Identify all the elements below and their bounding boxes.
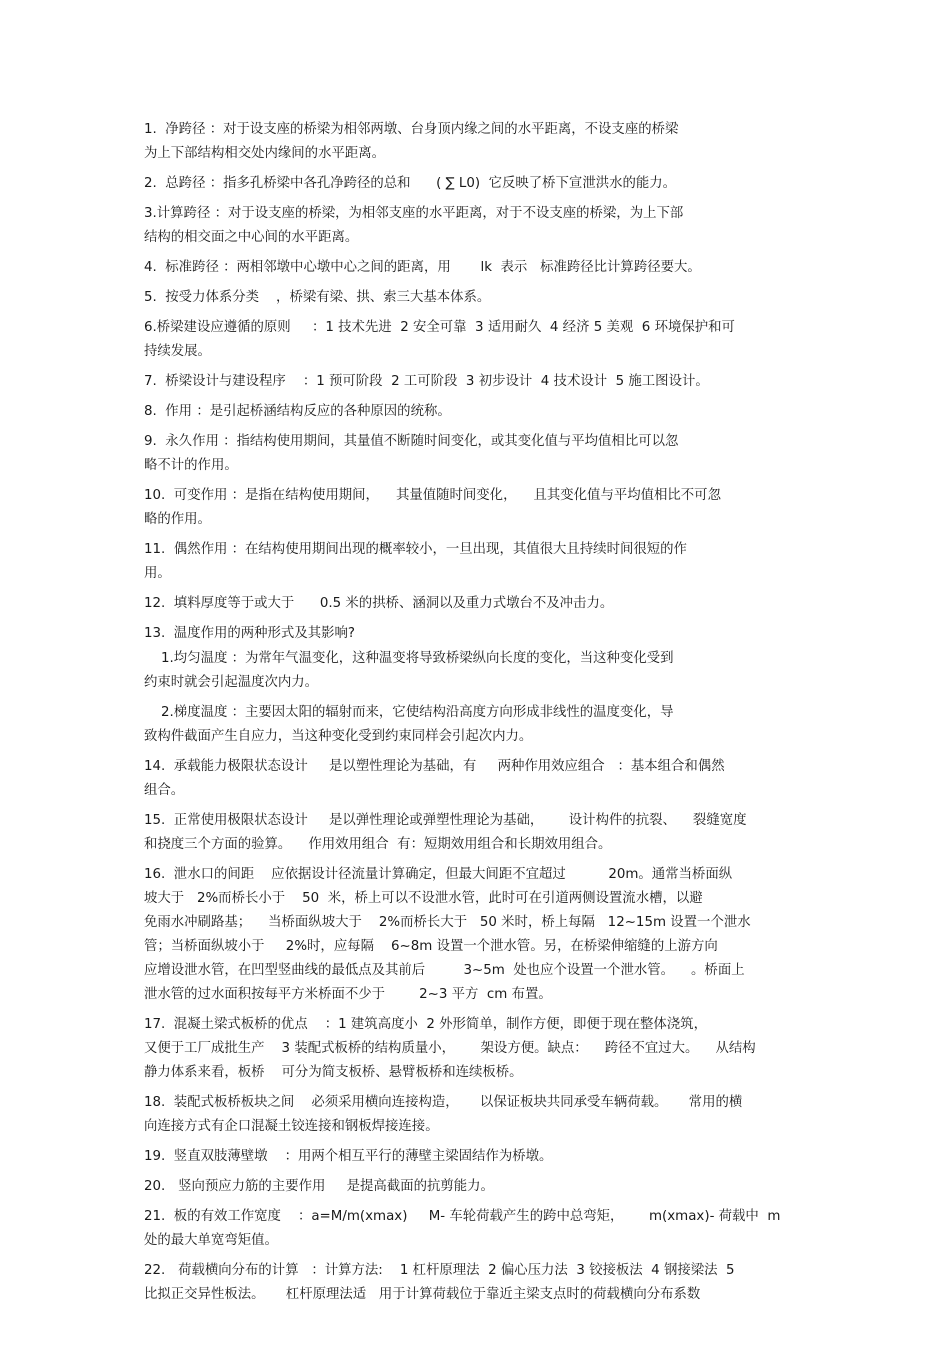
text-line: 10. 可变作用 ：是指在结构使用期间， 其量值随时间变化， 且其变化值与平均值相比不可忽	[144, 488, 721, 503]
text-line: 持续发展。	[144, 344, 211, 359]
text-line: 2. 总跨径 ：指多孔桥梁中各孔净跨径的总和 ( ∑ L0) 它反映了桥下宣泄洪水的能力。	[144, 176, 677, 191]
text-line: 20. 竖向预应力筋的主要作用 是提高截面的抗剪能力。	[144, 1179, 494, 1194]
text-line: 用。	[144, 566, 171, 581]
paragraph-4	[144, 256, 816, 280]
paragraph-15	[144, 701, 816, 749]
text-line: 21. 板的有效工作宽度 ：a=M/m(xmax) M- 车轮荷载产生的跨中总弯矩， m(xmax)- 荷载中 m	[144, 1209, 781, 1224]
text-line: 17. 混凝土梁式板桥的优点 ：1 建筑高度小 2 外形简单，制作方便，即便于现在整体浇筑，	[144, 1017, 707, 1032]
text-line: 1. 净跨径 ：对于设支座的桥梁为相邻两墩、台身顶内缘之间的水平距离，不设支座的桥梁	[144, 122, 679, 137]
text-line: 为上下部结构相交处内缘间的水平距离。	[144, 146, 386, 161]
paragraph-1	[144, 118, 816, 166]
text-line: 13. 温度作用的两种形式及其影响?	[144, 626, 355, 641]
text-line: 静力体系来看，板桥 可分为简支板桥、悬臂板桥和连续板桥。	[144, 1065, 523, 1080]
text-line: 又便于工厂成批生产 3 装配式板桥的结构质量小， 架设方便。缺点： 跨径不宜过大。 从结构	[144, 1041, 756, 1056]
paragraph-12	[144, 592, 816, 616]
paragraph-11	[144, 538, 816, 586]
text-line: 略的作用。	[144, 512, 211, 527]
text-line: 处的最大单宽弯矩值。	[144, 1233, 278, 1248]
text-line: 比拟正交异性板法。 杠杆原理法适 用于计算荷载位于靠近主梁支点时的荷载横向分布系数	[144, 1287, 701, 1302]
document-body	[144, 118, 816, 1313]
paragraph-23	[144, 1205, 816, 1253]
text-line: 组合。	[144, 783, 185, 798]
paragraph-5	[144, 286, 816, 310]
paragraph-19	[144, 1013, 816, 1085]
text-line: 向连接方式有企口混凝土铰连接和钢板焊接连接。	[144, 1119, 439, 1134]
paragraph-2	[144, 172, 816, 196]
text-line: 19. 竖直双肢薄壁墩 ：用两个相互平行的薄壁主梁固结作为桥墩。	[144, 1149, 553, 1164]
paragraph-9	[144, 430, 816, 478]
text-line: 3.计算跨径 ：对于设支座的桥梁，为相邻支座的水平距离，对于不设支座的桥梁，为上下部	[144, 206, 684, 221]
text-line: 7. 桥梁设计与建设程序 ：1 预可阶段 2 工可阶段 3 初步设计 4 技术设计 5 施工图设计。	[144, 374, 709, 389]
text-line: 5. 按受力体系分类 ，桥梁有梁、拱、索三大基本体系。	[144, 290, 491, 305]
paragraph-10	[144, 484, 816, 532]
paragraph-3	[144, 202, 816, 250]
text-line: 约束时就会引起温度次内力。	[144, 675, 319, 690]
paragraph-6	[144, 316, 816, 364]
text-line: 18. 装配式板桥板块之间 必须采用横向连接构造， 以保证板块共同承受车辆荷载。 常用的横	[144, 1095, 743, 1110]
text-line: 应增设泄水管，在凹型竖曲线的最低点及其前后 3~5m 处也应个设置一个泄水管。 。桥面上	[144, 963, 745, 978]
text-line: 11. 偶然作用 ：在结构使用期间出现的概率较小，一旦出现，其值很大且持续时间很短的作	[144, 542, 687, 557]
text-line: 15. 正常使用极限状态设计 是以弹性理论或弹塑性理论为基础， 设计构件的抗裂、 裂缝宽度	[144, 813, 747, 828]
text-line: 略不计的作用。	[144, 458, 238, 473]
paragraph-16	[144, 755, 816, 803]
text-line: 6.桥梁建设应遵循的原则 ：1 技术先进 2 安全可靠 3 适用耐久 4 经济 5 美观 6 环境保护和可	[144, 320, 735, 335]
text-line: 泄水管的过水面积按每平方米桥面不少于 2~3 平方 cm 布置。	[144, 987, 552, 1002]
text-line: 2.梯度温度 ：主要因太阳的辐射而来，它使结构沿高度方向形成非线性的温度变化，导	[144, 705, 674, 720]
paragraph-13	[144, 622, 816, 646]
text-line: 免雨水冲刷路基； 当桥面纵坡大于 2%而桥长大于 50 米时，桥上每隔 12~15m 设置一个泄水	[144, 915, 751, 930]
text-line: 12. 填料厚度等于或大于 0.5 米的拱桥、涵洞以及重力式墩台不及冲击力。	[144, 596, 614, 611]
paragraph-18	[144, 863, 816, 1007]
text-line: 致构件截面产生自应力，当这种变化受到约束同样会引起次内力。	[144, 729, 533, 744]
text-line: 坡大于 2%而桥长小于 50 米，桥上可以不设泄水管，此时可在引道两侧设置流水槽，以避	[144, 891, 703, 906]
text-line: 14. 承载能力极限状态设计 是以塑性理论为基础，有 两种作用效应组合 ：基本组合和偶然	[144, 759, 725, 774]
paragraph-14	[144, 647, 816, 695]
text-line: 1.均匀温度 ：为常年气温变化，这种温变将导致桥梁纵向长度的变化，当这种变化受到	[144, 651, 674, 666]
paragraph-7	[144, 370, 816, 394]
paragraph-22	[144, 1175, 816, 1199]
text-line: 9. 永久作用 ：指结构使用期间，其量值不断随时间变化，或其变化值与平均值相比可以忽	[144, 434, 679, 449]
paragraph-20	[144, 1091, 816, 1139]
text-line: 和挠度三个方面的验算。 作用效用组合 有：短期效用组合和长期效用组合。	[144, 837, 612, 852]
text-line: 16. 泄水口的间距 应依据设计径流量计算确定，但最大间距不宜超过 20m。通常当桥面纵	[144, 867, 733, 882]
text-line: 22. 荷载横向分布的计算 ：计算方法: 1 杠杆原理法 2 偏心压力法 3 铰接板法 4 钢接梁法 5	[144, 1263, 735, 1278]
text-line: 8. 作用 ：是引起桥涵结构反应的各种原因的统称。	[144, 404, 451, 419]
paragraph-8	[144, 400, 816, 424]
text-line: 结构的相交面之中心间的水平距离。	[144, 230, 359, 245]
text-line: 管；当桥面纵坡小于 2%时，应每隔 6~8m 设置一个泄水管。另，在桥梁伸缩缝的上游方向	[144, 939, 718, 954]
paragraph-24	[144, 1259, 816, 1307]
paragraph-17	[144, 809, 816, 857]
paragraph-21	[144, 1145, 816, 1169]
text-line: 4. 标准跨径 ：两相邻墩中心墩中心之间的距离，用 lk 表示 标准跨径比计算跨径要大。	[144, 260, 701, 275]
